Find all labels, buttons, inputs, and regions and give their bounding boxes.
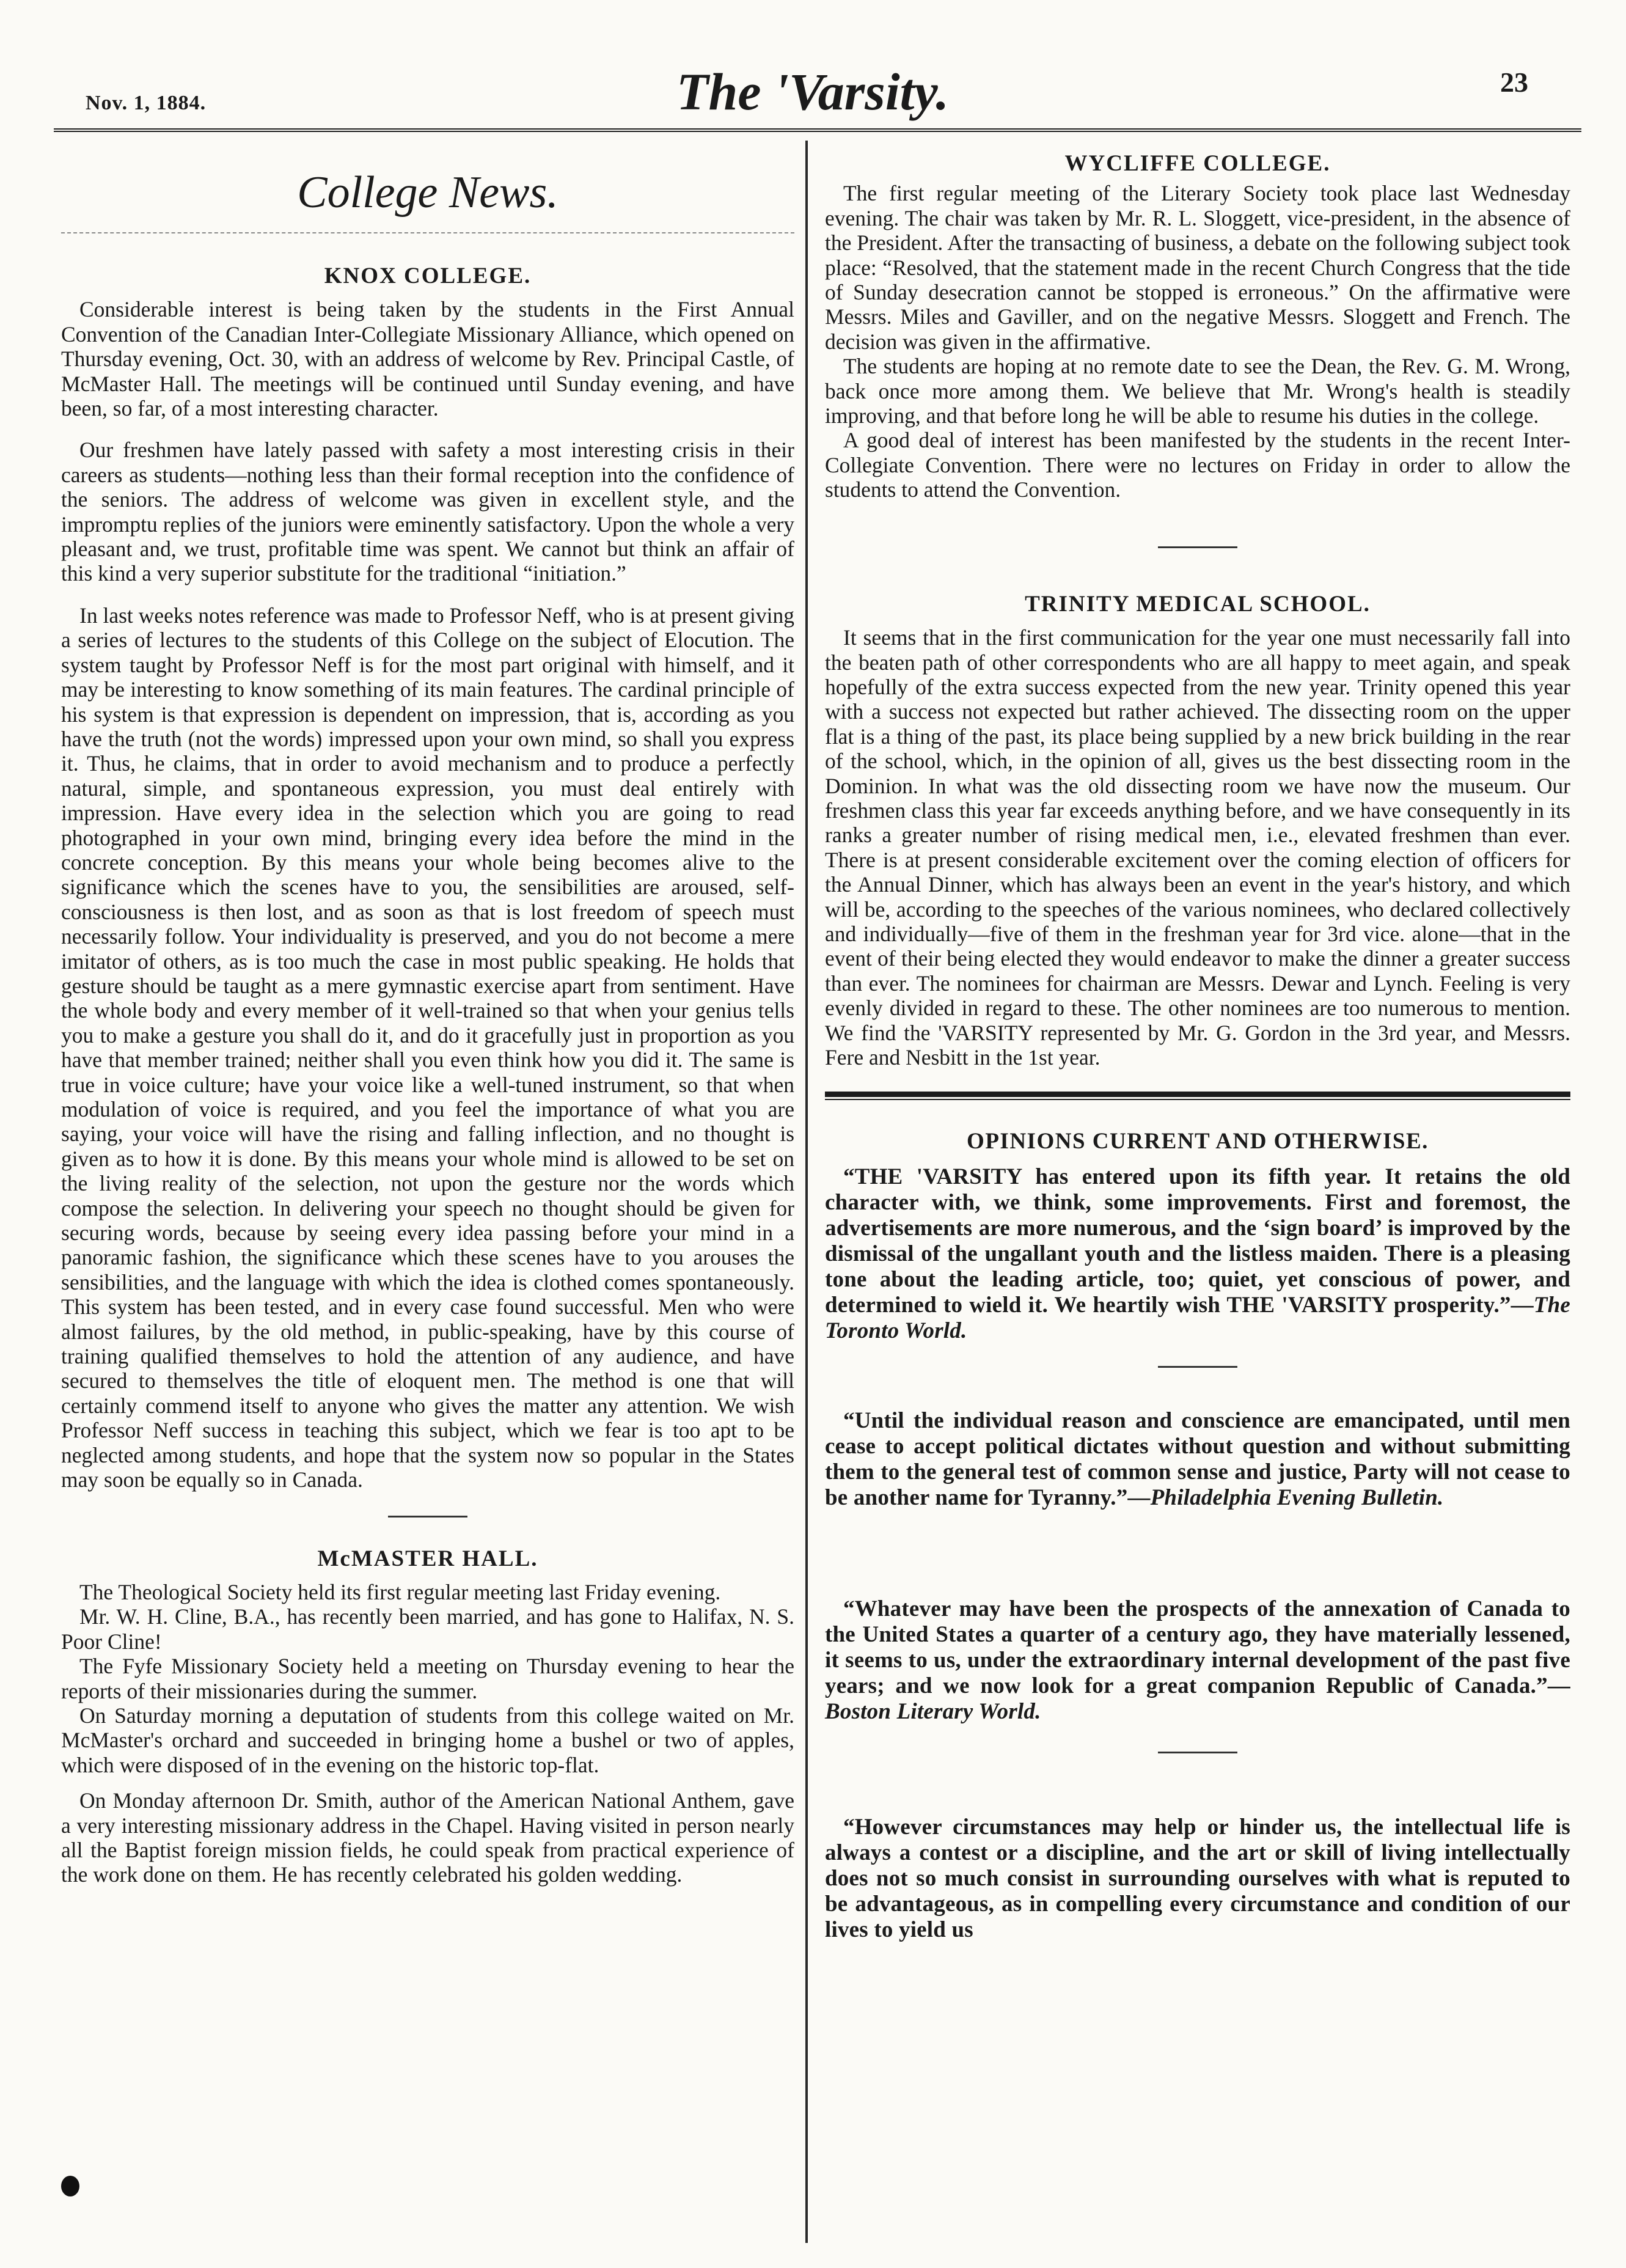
wycliffe-paragraph: A good deal of interest has been manifested by the students in the recent Inter-Collegiate Convention. There were no lectures on Friday in order to allow the students to attend the Convention. <box>825 428 1570 502</box>
header-rule <box>54 128 1581 132</box>
mcmaster-paragraph: On Monday afternoon Dr. Smith, author of the American National Anthem, gave a very interesting missionary address in the Chapel. Having visited in person nearly all the Baptist foreign mission fields, he could speak from practical experience of the work done on them. He has recently celebrated his golden wedding. <box>61 1788 794 1887</box>
quote-text: “Whatever may have been the prospects of the annexation of Canada to the United States a quarter of a century ago, they have materially lessened, it seems to us, under the extraordinary internal development of the past five years; and we now look for a great companion Republic of Canada.”— <box>825 1596 1570 1698</box>
column-divider <box>805 141 808 2243</box>
quote-source: Philadelphia Evening Bulletin. <box>1150 1484 1444 1510</box>
heavy-rule <box>825 1092 1570 1100</box>
issue-date: Nov. 1, 1884. <box>86 92 207 114</box>
knox-heading: KNOX COLLEGE. <box>324 263 532 288</box>
trinity-heading: TRINITY MEDICAL SCHOOL. <box>1025 591 1371 617</box>
wycliffe-heading: WYCLIFFE COLLEGE. <box>1064 151 1331 176</box>
opinion-quote <box>825 1408 1570 1511</box>
opinions-heading: OPINIONS CURRENT AND OTHERWISE. <box>967 1129 1429 1154</box>
knox-paragraph: Our freshmen have lately passed with safety a most interesting crisis in their careers as students—nothing less than their formal reception into the confidence of the seniors. The address of welcome was given in excellent style, and the impromptu replies of the juniors were eminently satisfactory. Upon the whole a very pleasant and, we trust, profitable time was spent. We cannot but think an affair of this kind a very superior substitute for the traditional “initiation.” <box>61 438 794 586</box>
left-column <box>61 141 794 1887</box>
quote-text: “However circumstances may help or hinder us, the intellectual life is always a contest or a discipline, and the art or skill of living intellectually does not so much consist in surrounding ourselves with what is reputed to be advantageous, as in compelling every circumstance and condition of our lives to yield us <box>825 1814 1570 1942</box>
mcmaster-heading: McMASTER HALL. <box>317 1546 538 1571</box>
quote-text: “Until the individual reason and conscience are emancipated, until men cease to accept political dictates without question and without submitting them to the general test of common sense and justice, Party will not cease to be another name for Tyranny.”— <box>825 1407 1570 1510</box>
quote-text: “THE 'VARSITY has entered upon its fifth year. It retains the old character with, we think, some improvements. First and foremost, the advertisements are more numerous, and the ‘sign board’ is improved by the dismissal of the ungallant youth and the listless maiden. There is a pleasing tone about the leading article, too; quiet, yet conscious of power, and determined to wield it. We heartily wish THE 'VARSITY prosperity.”— <box>825 1164 1570 1318</box>
mcmaster-paragraph: Mr. W. H. Cline, B.A., has recently been married, and has gone to Halifax, N. S. Poor Cline! <box>61 1604 794 1654</box>
right-column <box>825 141 1570 1943</box>
opinion-quote <box>825 1596 1570 1725</box>
opinion-quote <box>825 1815 1570 1943</box>
quote-source: Boston Literary World. <box>825 1698 1041 1724</box>
wycliffe-paragraph: The students are hoping at no remote date to see the Dean, the Rev. G. M. Wrong, back once more among them. We believe that Mr. Wrong's health is steadily improving, and that before long he will be able to resume his duties in the college. <box>825 354 1570 428</box>
masthead-title: The 'Varsity. <box>676 62 949 121</box>
college-news-title: College News. <box>297 167 558 218</box>
knox-paragraph: In last weeks notes reference was made to Professor Neff, who is at present giving a series of lectures to the students of this College on the subject of Elocution. The system taught by Professor Neff is for the most part original with himself, and it may be interesting to know something of its main features. The cardinal principle of his system is that expression is dependent on impression, that is, according as you have the truth (not the words) impressed upon your own mind, so shall you express it. Thus, he claims, that in order to avoid mechanism and to produce a perfectly natural, simple, and spontaneous expression, you must deal entirely with impression. Have every idea in the selection which you are going to read photographed in your own mind, bringing every idea before the mind in the concrete conception. By this means your whole being becomes alive to the significance which the scenes have to you, the sensibilities are aroused, self-consciousness is then lost, and as soon as that is lost freedom of speech must necessarily follow. Your individuality is preserved, and you do not become a mere imitator of others, as is too much the case in most public speaking. He holds that gesture should be taught as a mere gymnastic exercise apart from sentiment. Have the whole body and every member of it well-trained so that when your genius tells you to make a gesture you shall do it, and do it gracefully just in proportion as you have that member trained; neither shall you even think how you did it. The same is true in voice culture; have your voice like a well-tuned instrument, so that when modulation of voice is required, and you feel the importance of what you are saying, your voice will have the rising and falling inflection, and no thought is given as to how it is done. By this means your whole mind is allowed to be set on the living reality of the selection, not upon the gesture nor the words which compose the selection. In delivering your speech no thought should be given for securing words, because by seeing every idea passing before your mind in a panoramic fashion, the significance which these scenes have to you arouses the sensibilities, and the language with which the idea is clothed comes spontaneously. This system has been tested, and in every case found successful. Men who were almost failures, by the old method, in public-speaking, have by this course of training qualified themselves to hold the attention of any audience, and have secured to themselves the title of eloquent men. The method is one that will certainly commend itself to anyone who gives the matter any attention. We wish Professor Neff success in teaching this subject, which we fear is too apt to be neglected among students, and hope that the system now so popular in the States may soon be equally so in Canada. <box>61 603 794 1492</box>
page-number: 23 <box>1500 67 1528 98</box>
trinity-paragraph: It seems that in the first communication for the year one must necessarily fall into the beaten path of other correspondents who are all happy to meet again, and speak hopefully of the extra success expected from the new year. Trinity opened this year with a success not expected but rather achieved. The dissecting room on the upper flat is a thing of the past, its place being supplied by a new brick building in the rear of the school, which, in the opinion of all, gives us the best dissecting room in the Dominion. In what was the old dissecting room we have now the museum. Our freshmen class this year far exceeds anything before, and we have consequently in its ranks a greater number of rising medical men, i.e., elevated freshmen than ever. There is at present considerable excitement over the coming election of officers for the Annual Dinner, which has always been an event in the year's history, and which will be, according to the speeches of the various nominees, who declared collectively and individually—five of them in the freshman year for 3rd vice. alone—that in the event of their being elected they would endeavor to make the dinner a greater success than ever. The nominees for chairman are Messrs. Dewar and Lynch. Feeling is very evenly divided in regard to these. The other nominees are too numerous to mention. We find the 'VARSITY represented by Mr. G. Gordon in the 3rd year, and Messrs. Fere and Nesbitt in the 1st year. <box>825 625 1570 1070</box>
ink-blot <box>61 2176 79 2196</box>
mcmaster-paragraph: The Fyfe Missionary Society held a meeting on Thursday evening to hear the reports of their missionaries during the summer. <box>61 1654 794 1703</box>
wycliffe-paragraph: The first regular meeting of the Literary Society took place last Wednesday evening. The chair was taken by Mr. R. L. Sloggett, vice-president, in the absence of the President. After the transacting of business, a debate on the following subject took place: “Resolved, that the statement made in the recent Church Congress that the tide of Sunday desecration cannot be stopped is erroneous.” On the affirmative were Messrs. Miles and Gaviller, and on the negative Messrs. Sloggett and French. The decision was given in the affirmative. <box>825 181 1570 354</box>
mcmaster-paragraph: The Theological Society held its first regular meeting last Friday evening. <box>79 1579 721 1604</box>
knox-paragraph: Considerable interest is being taken by the students in the First Annual Convention of the Canadian Inter-Collegiate Missionary Alliance, which opened on Thursday evening, Oct. 30, with an address of welcome by Rev. Principal Castle, of McMaster Hall. The meetings will be continued until Sunday evening, and have been, so far, of a most interesting character. <box>61 297 794 421</box>
opinions-section <box>825 1129 1570 1942</box>
mcmaster-paragraph: On Saturday morning a deputation of students from this college waited on Mr. McMaster's orchard and succeeded in bringing home a bushel or two of apples, which were disposed of in the evening on the historic top-flat. <box>61 1703 794 1777</box>
opinion-quote <box>825 1164 1570 1344</box>
quote-source: The Toronto World. <box>825 1292 1570 1343</box>
